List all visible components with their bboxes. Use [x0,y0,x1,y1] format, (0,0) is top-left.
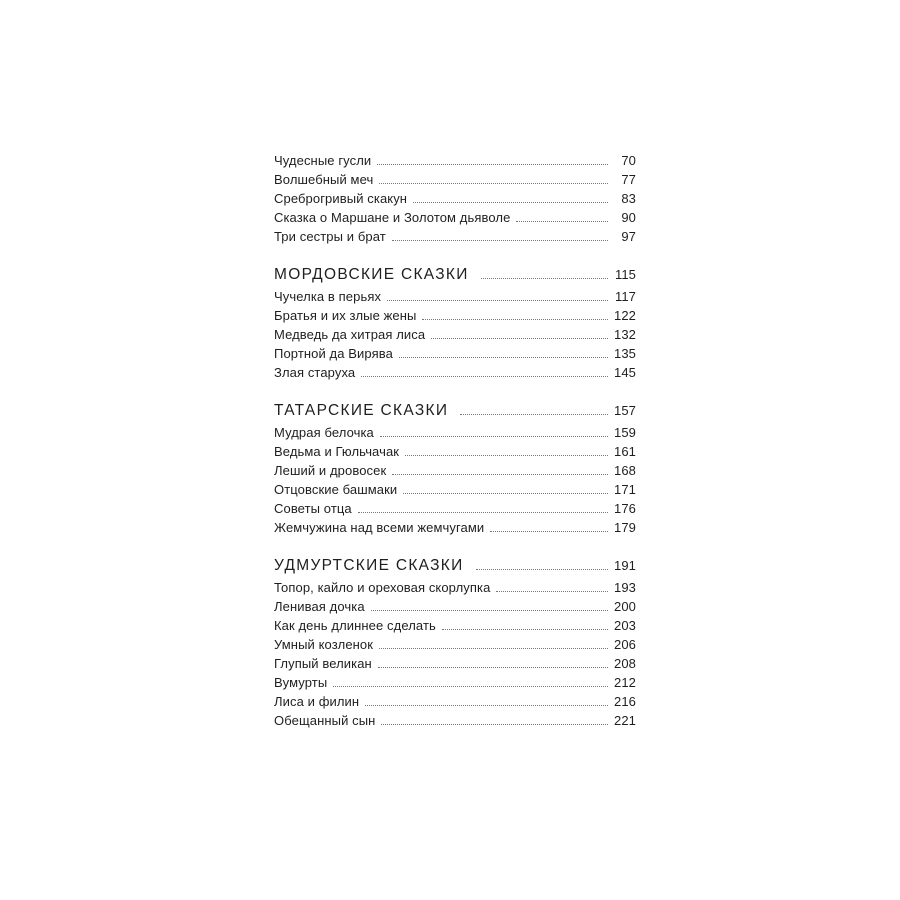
toc-section [274,399,636,537]
table-of-contents [274,151,636,730]
toc-entry-page: 77 [621,172,636,187]
toc-entry[interactable] [274,578,636,597]
toc-entry-page: 179 [614,520,636,535]
dot-leader [377,164,608,165]
toc-section [274,263,636,382]
toc-heading-page: 191 [614,558,636,573]
toc-entry-page: 221 [614,713,636,728]
toc-entry-title: Чучелка в перьях [274,289,382,304]
toc-entry-title: Медведь да хитрая лиса [274,327,426,342]
toc-section [274,554,636,730]
toc-entry-page: 161 [614,444,636,459]
toc-entry-title: Ленивая дочка [274,599,365,614]
dot-leader [405,455,608,456]
dot-leader [358,512,608,513]
toc-entry[interactable] [274,518,636,537]
toc-entry-title: Обещанный сын [274,713,376,728]
toc-entry-title: Ведьма и Гюльчачак [274,444,400,459]
toc-entry-page: 145 [614,365,636,380]
dot-leader [380,436,608,437]
toc-entry-title: Леший и дровосек [274,463,387,478]
toc-section-heading[interactable] [274,263,636,287]
toc-entry-title: Чудесные гусли [274,153,372,168]
toc-entry-page: 208 [614,656,636,671]
dot-leader [476,569,608,570]
toc-entry[interactable] [274,344,636,363]
dot-leader [361,376,608,377]
toc-entry-title: Отцовские башмаки [274,482,398,497]
toc-section-heading[interactable] [274,554,636,578]
toc-entry-title: Мудрая белочка [274,425,374,440]
toc-entry-title: Среброгривый скакун [274,191,408,206]
toc-entry-page: 176 [614,501,636,516]
dot-leader [496,591,608,592]
toc-entry[interactable] [274,711,636,730]
toc-entry-page: 122 [614,308,636,323]
toc-entry-title: Глупый великан [274,656,372,671]
toc-entry[interactable] [274,189,636,208]
dot-leader [378,667,608,668]
toc-entry-page: 159 [614,425,636,440]
dot-leader [490,531,608,532]
toc-entry[interactable] [274,306,636,325]
toc-entry-title: Сказка о Маршане и Золотом дьяволе [274,210,511,225]
dot-leader [431,338,608,339]
toc-entry-page: 135 [614,346,636,361]
toc-entry-page: 83 [621,191,636,206]
toc-entry-title: Умный козленок [274,637,374,652]
toc-heading-page: 157 [614,403,636,418]
toc-entry[interactable] [274,423,636,442]
toc-section-heading[interactable] [274,399,636,423]
toc-entry-page: 168 [614,463,636,478]
dot-leader [392,240,608,241]
dot-leader [379,183,608,184]
toc-entry-page: 193 [614,580,636,595]
toc-heading-title: ТАТАРСКИЕ СКАЗКИ [274,402,449,419]
toc-entry[interactable] [274,170,636,189]
toc-entry[interactable] [274,597,636,616]
toc-entry[interactable] [274,208,636,227]
toc-entry-page: 90 [621,210,636,225]
toc-entry-title: Советы отца [274,501,352,516]
toc-section [274,151,636,246]
toc-entry-title: Братья и их злые жены [274,308,417,323]
toc-entry-page: 200 [614,599,636,614]
dot-leader [379,648,608,649]
dot-leader [365,705,608,706]
dot-leader [371,610,608,611]
toc-entry-title: Три сестры и брат [274,229,386,244]
toc-entry-page: 132 [614,327,636,342]
dot-leader [442,629,608,630]
toc-entry[interactable] [274,363,636,382]
toc-heading-title: УДМУРТСКИЕ СКАЗКИ [274,557,464,574]
toc-entry[interactable] [274,227,636,246]
toc-entry-page: 97 [621,229,636,244]
toc-entry-page: 206 [614,637,636,652]
toc-entry[interactable] [274,287,636,306]
toc-entry-title: Злая старуха [274,365,356,380]
toc-entry-title: Топор, кайло и ореховая скорлупка [274,580,491,595]
dot-leader [399,357,608,358]
toc-entry-page: 171 [614,482,636,497]
toc-entry-title: Волшебный меч [274,172,374,187]
dot-leader [481,278,608,279]
toc-entry[interactable] [274,635,636,654]
dot-leader [516,221,608,222]
toc-heading-title: МОРДОВСКИЕ СКАЗКИ [274,266,469,283]
dot-leader [387,300,608,301]
toc-entry-title: Как день длиннее сделать [274,618,436,633]
toc-entry-title: Жемчужина над всеми жемчугами [274,520,485,535]
toc-entry[interactable] [274,692,636,711]
toc-heading-page: 115 [614,267,636,282]
toc-entry-title: Лиса и филин [274,694,360,709]
dot-leader [413,202,608,203]
toc-entry[interactable] [274,654,636,673]
toc-entry-page: 203 [614,618,636,633]
toc-entry[interactable] [274,673,636,692]
toc-entry-page: 212 [614,675,636,690]
toc-entry-page: 216 [614,694,636,709]
toc-entry[interactable] [274,151,636,170]
toc-entry-page: 117 [614,289,636,304]
dot-leader [392,474,608,475]
toc-entry[interactable] [274,480,636,499]
toc-entry-title: Вумурты [274,675,328,690]
toc-entry-title: Портной да Вирява [274,346,393,361]
dot-leader [403,493,608,494]
toc-entry-page: 70 [621,153,636,168]
dot-leader [333,686,608,687]
dot-leader [381,724,608,725]
toc-entry[interactable] [274,616,636,635]
toc-entry[interactable] [274,461,636,480]
dot-leader [460,414,608,415]
toc-entry[interactable] [274,442,636,461]
toc-entry[interactable] [274,499,636,518]
dot-leader [422,319,608,320]
toc-entry[interactable] [274,325,636,344]
